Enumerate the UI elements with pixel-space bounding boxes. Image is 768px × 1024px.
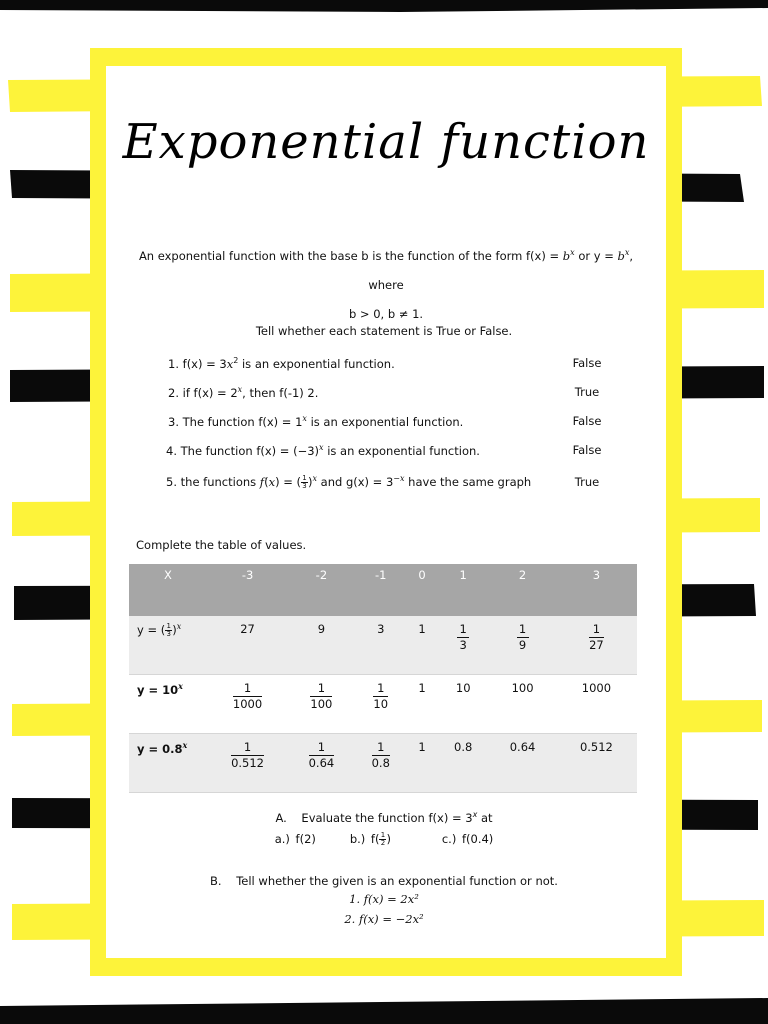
- fraction: [309, 740, 335, 771]
- header-cell: 2: [489, 564, 556, 616]
- numerator: 1: [518, 622, 527, 636]
- statement-3: 3. The function $f(x) = 1^x$ is an exponential function.: [168, 414, 464, 429]
- section-text: Tell whether the given is an exponential function or not.: [236, 874, 558, 888]
- section-label: A.: [275, 810, 287, 825]
- statement-text: have the same graph: [404, 474, 532, 489]
- denominator: 3: [459, 638, 467, 652]
- statement-number: 1.: [168, 356, 179, 371]
- table-cell: [355, 675, 407, 734]
- statement-text: is an exponential function.: [323, 443, 480, 458]
- item-b: b.) f( $\frac{1}{2}$ ): [349, 831, 391, 847]
- header-cell: X: [129, 564, 207, 616]
- section-b-item-2: 2. f(x) = −2x²: [344, 912, 424, 926]
- fraction: [233, 681, 262, 712]
- table-cell: 0.512: [556, 734, 637, 793]
- definition-text-1: An exponential function with the base b is the function of the form f(x) =: [138, 248, 563, 263]
- fraction: [231, 740, 264, 771]
- table-cell: [207, 675, 288, 734]
- table-cell: 1: [407, 616, 437, 675]
- statement-2: 2. if $f(x) = 2^x$, then f(-1) 2.: [168, 385, 319, 400]
- table-cell: [207, 734, 288, 793]
- table-header-row: [129, 564, 637, 616]
- item-c: c.) f(0.4): [441, 832, 494, 846]
- worksheet: [106, 66, 666, 958]
- header-cell: 1: [437, 564, 489, 616]
- statement-5: 5. the functions f(x) = ( $\frac{1}{3}$ )$^x$ and $g(x) = 3^{-x}$ have the same graph: [166, 473, 532, 490]
- numerator: 1: [317, 740, 326, 754]
- fraction: [310, 681, 332, 712]
- section-a-items: [106, 832, 662, 847]
- denominator: 0.512: [231, 756, 265, 770]
- definition-text-2: or y =: [574, 248, 618, 263]
- section-text: Evaluate the function f(x) = 3: [301, 810, 473, 825]
- section-a: A. Evaluate the function $f(x) = 3^x$ at: [275, 810, 493, 825]
- statement-text: the functions: [180, 474, 260, 489]
- table-row: [129, 734, 637, 793]
- denominator: 0.8: [371, 756, 390, 770]
- table-cell: 3: [355, 616, 407, 675]
- denominator: 0.64: [308, 756, 335, 770]
- answer-2: True: [574, 385, 600, 399]
- stripe-black-bottom: [0, 994, 768, 1024]
- item-a: a.) f(2): [274, 832, 316, 846]
- quiz-prompt: Tell whether each statement is True or False.: [255, 324, 513, 338]
- table-cell: 27: [207, 616, 288, 675]
- table-row: [129, 616, 637, 675]
- row-label: y = ( $\frac{1}{3}$ )$^x$: [129, 616, 207, 675]
- table-title: Complete the table of values.: [136, 538, 307, 552]
- definition-text-3: , where: [368, 248, 634, 292]
- statement-text: f(x) = 3: [182, 356, 227, 371]
- section-label: B.: [210, 874, 222, 888]
- denominator: 27: [589, 638, 604, 652]
- statement-text: is an exponential function.: [306, 414, 464, 429]
- numerator: 1: [243, 740, 252, 754]
- header-cell: 3: [556, 564, 637, 616]
- statement-text: The function f(x) = (−3): [180, 443, 320, 458]
- table-cell: 1000: [556, 675, 637, 734]
- answer-4: False: [572, 443, 602, 457]
- fraction: [372, 740, 390, 771]
- answer-1: False: [572, 356, 602, 370]
- numerator: 1: [377, 681, 385, 695]
- denominator: 9: [518, 638, 527, 652]
- statement-number: 3.: [168, 414, 179, 429]
- numerator: 1: [377, 740, 385, 754]
- numerator: 1: [592, 622, 601, 636]
- section-b-item-1: 1. f(x) = 2x²: [349, 892, 419, 906]
- table-cell: 1: [407, 675, 437, 734]
- fraction: [373, 681, 388, 712]
- section-text: at: [477, 810, 493, 825]
- table-cell: 100: [489, 675, 556, 734]
- worksheet-title: Exponential function: [122, 114, 650, 170]
- fraction: [589, 622, 604, 653]
- definition-condition: b > 0, b ≠ 1.: [348, 306, 424, 321]
- table-cell: [489, 616, 556, 675]
- row-label: $y = 10^x$: [129, 675, 207, 734]
- statement-1: 1. $f(x) = 3x^2$ is an exponential function.: [168, 356, 395, 371]
- statement-number: 5.: [166, 474, 177, 489]
- numerator: 1: [243, 681, 252, 695]
- stripe-black-top: [0, 0, 768, 14]
- numerator: 1: [459, 622, 467, 636]
- table-row: [129, 675, 637, 734]
- table-cell: [288, 734, 355, 793]
- statement-4: 4. The function $f(x) = (-3)^x$ is an exponential function.: [166, 443, 480, 458]
- fraction: [457, 622, 469, 653]
- denominator: 100: [310, 697, 333, 711]
- table-cell: 1: [407, 734, 437, 793]
- denominator: 10: [373, 697, 389, 711]
- table-cell: [437, 616, 489, 675]
- statement-text: , then f(-1) 2.: [242, 385, 319, 400]
- answer-5: True: [574, 475, 600, 489]
- answer-3: False: [572, 414, 602, 428]
- table-cell: 0.8: [437, 734, 489, 793]
- denominator: 1000: [232, 697, 263, 711]
- statement-text: is an exponential function.: [238, 356, 395, 371]
- statement-number: 2.: [168, 385, 179, 400]
- table-cell: 9: [288, 616, 355, 675]
- table-cell: [556, 616, 637, 675]
- table-cell: [288, 675, 355, 734]
- header-cell: -3: [207, 564, 288, 616]
- statement-text: if f(x) = 2: [182, 385, 238, 400]
- fraction: [517, 622, 529, 653]
- table-cell: [355, 734, 407, 793]
- row-label: $y = 0.8^x$: [129, 734, 207, 793]
- definition: An exponential function with the base b is the function of the form $f(x) = b^x$ or $y = b^x$, where b > 0, b ≠ 1.: [138, 248, 634, 321]
- section-b: [106, 874, 662, 888]
- table-cell: 0.64: [489, 734, 556, 793]
- statement-number: 4.: [166, 443, 177, 458]
- header-cell: 0: [407, 564, 437, 616]
- numerator: 1: [317, 681, 326, 695]
- header-cell: -2: [288, 564, 355, 616]
- values-table: [129, 564, 637, 793]
- header-cell: -1: [355, 564, 407, 616]
- table-cell: 10: [437, 675, 489, 734]
- statement-text: The function f(x) = 1: [182, 414, 303, 429]
